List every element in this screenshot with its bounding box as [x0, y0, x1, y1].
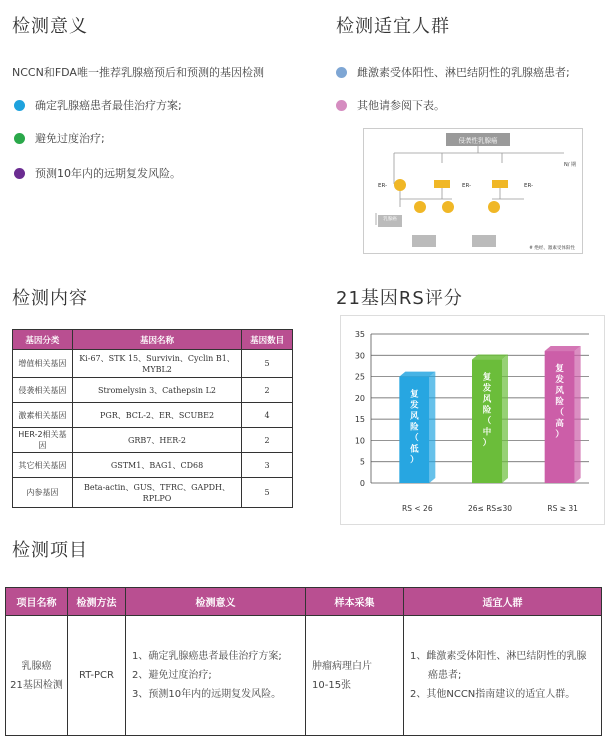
project-sample: 肿瘤病理白片 10-15张 — [306, 616, 404, 736]
table-row — [13, 478, 293, 508]
gene-category: 侵袭相关基因 — [13, 378, 73, 403]
bar-label-char: 险 — [482, 405, 492, 416]
gene-count: 4 — [242, 403, 293, 428]
gene-names: GRB7、HER-2 — [72, 428, 241, 453]
y-tick-label: 20 — [354, 393, 365, 403]
blue-dot-icon — [14, 100, 25, 111]
y-tick-label: 35 — [354, 330, 365, 339]
bar-label-char: ） — [482, 438, 492, 449]
significance-bullet — [14, 97, 182, 113]
bar-label-char: ） — [410, 455, 419, 466]
project-meaning: 1、确定乳腺癌患者最佳治疗方案; 2、避免过度治疗; 3、预测10年内的远期复发风险。 — [126, 616, 306, 736]
bar-label-char: 复 — [482, 372, 492, 383]
table-row — [13, 350, 293, 378]
gene-table — [12, 329, 293, 508]
bullet-text: 雌激素受体阳性、淋巴结阴性的乳腺癌患者; — [357, 66, 570, 79]
flow-top-label: 侵袭性乳腺癌 — [458, 136, 498, 145]
flow-node — [434, 180, 450, 188]
flow-er-label: ER- — [524, 183, 534, 189]
gene-category: 内参基因 — [13, 478, 73, 508]
y-tick-label: 10 — [354, 436, 365, 446]
table-row — [13, 428, 293, 453]
gene-names: Beta-actin、GUS、TFRC、GAPDH、RPLPO — [72, 478, 241, 508]
table-header: 基因数目 — [242, 330, 293, 350]
bar-top — [472, 355, 508, 360]
table-header: 适宜人群 — [404, 588, 602, 616]
flow-right-label: N/ 期 — [563, 162, 577, 168]
significance-description: NCCN和FDA唯一推荐乳腺癌预后和预测的基因检测 — [12, 66, 264, 79]
table-header: 样本采集 — [306, 588, 404, 616]
table-row — [6, 616, 602, 736]
x-tick-label: RS ≥ 31 — [547, 504, 578, 513]
bar-label-char: （ — [482, 416, 492, 427]
treatment-flowchart — [363, 128, 583, 254]
table-header: 基因名称 — [72, 330, 241, 350]
significance-bullet — [14, 130, 105, 146]
y-tick-label: 25 — [354, 372, 365, 382]
rs-bar-chart — [340, 315, 605, 525]
table-header-row — [13, 330, 293, 350]
bar-top — [399, 372, 435, 377]
flow-bottom-box — [412, 235, 436, 247]
bar-label-char: 发 — [555, 375, 564, 386]
bar-label-char: 风 — [555, 386, 564, 397]
pink-dot-icon — [336, 100, 347, 111]
y-tick-label: 15 — [354, 415, 365, 425]
bar-label-char: 复 — [410, 389, 419, 400]
gene-count: 5 — [242, 478, 293, 508]
bar-label-char: 低 — [410, 444, 419, 455]
gene-category: 增值相关基因 — [13, 350, 73, 378]
flow-node — [442, 201, 454, 213]
table-header: 项目名称 — [6, 588, 68, 616]
table-row — [13, 378, 293, 403]
bar-label-char: ） — [555, 430, 564, 441]
light-blue-dot-icon — [336, 67, 347, 78]
bar-top — [545, 346, 581, 351]
bar-label-char: 险 — [555, 397, 564, 408]
gene-category: HER-2相关基因 — [13, 428, 73, 453]
flow-node — [488, 201, 500, 213]
flow-er-label: ER- — [378, 183, 388, 189]
bullet-text: 其他请参阅下表。 — [357, 99, 445, 112]
bar-side — [575, 346, 581, 483]
suitable-title: 检测适宜人群 — [336, 16, 450, 37]
significance-title: 检测意义 — [12, 16, 88, 37]
bar-label-char: （ — [555, 408, 564, 419]
bullet-text: 避免过度治疗; — [35, 132, 105, 145]
x-tick-label: 26≤ RS≤30 — [467, 504, 513, 513]
green-dot-icon — [14, 133, 25, 144]
project-people: 1、雌激素受体阳性、淋巴结阴性的乳腺 癌患者; 2、其他NCCN指南建议的适宜人群。 — [404, 616, 602, 736]
gene-count: 2 — [242, 428, 293, 453]
project-title: 检测项目 — [12, 540, 88, 561]
table-row — [13, 403, 293, 428]
gene-names: Ki-67、STK 15、Survivin、Cyclin B1、MYBL2 — [72, 350, 241, 378]
table-header: 检测方法 — [68, 588, 126, 616]
gene-category: 其它相关基因 — [13, 453, 73, 478]
bar-label-char: 风 — [410, 411, 419, 422]
significance-bullet — [14, 165, 181, 181]
gene-count: 5 — [242, 350, 293, 378]
gene-count: 2 — [242, 378, 293, 403]
table-header: 检测意义 — [126, 588, 306, 616]
bar-label-char: 复 — [555, 364, 564, 375]
bar-label-char: 高 — [555, 419, 564, 430]
project-name: 乳腺癌 21基因检测 — [6, 616, 68, 736]
bar-label-char: 风 — [482, 394, 492, 405]
flow-er-label: ER- — [462, 183, 472, 189]
flow-bottom-left-label: 乳腺癌 — [383, 217, 397, 222]
suitable-bullet — [336, 64, 570, 80]
table-header: 基因分类 — [13, 330, 73, 350]
bar-side — [502, 355, 508, 483]
y-tick-label: 30 — [354, 351, 365, 361]
bar-label-char: （ — [410, 433, 419, 444]
flow-bottom-box — [472, 235, 496, 247]
bar-label-char: 险 — [410, 422, 419, 433]
gene-category: 激素相关基因 — [13, 403, 73, 428]
project-method: RT-PCR — [68, 616, 126, 736]
bullet-text: 确定乳腺癌患者最佳治疗方案; — [35, 99, 182, 112]
project-table — [5, 587, 602, 736]
y-tick-label: 0 — [359, 479, 365, 488]
gene-count: 3 — [242, 453, 293, 478]
table-header-row — [6, 588, 602, 616]
gene-names: GSTM1、BAG1、CD68 — [72, 453, 241, 478]
purple-dot-icon — [14, 168, 25, 179]
gene-names: Stromelysin 3、Cathepsin L2 — [72, 378, 241, 403]
flow-node — [394, 179, 406, 191]
bar-label-char: 发 — [482, 383, 492, 394]
flow-footnote: # 绝经、激素受体阳性 — [529, 246, 575, 251]
gene-names: PGR、BCL-2、ER、SCUBE2 — [72, 403, 241, 428]
flow-node — [414, 201, 426, 213]
suitable-bullet — [336, 97, 445, 113]
bar-label-char: 发 — [410, 400, 419, 411]
flowchart-graphic — [364, 129, 584, 255]
rs-chart-svg — [341, 316, 604, 524]
table-row — [13, 453, 293, 478]
bar-side — [429, 372, 435, 483]
content-title: 检测内容 — [12, 288, 88, 309]
rs-title: 21基因RS评分 — [336, 288, 463, 309]
bullet-text: 预测10年内的远期复发风险。 — [35, 167, 181, 180]
bar-label-char: 中 — [482, 427, 492, 438]
y-tick-label: 5 — [359, 457, 365, 467]
x-tick-label: RS < 26 — [402, 504, 433, 513]
flow-node — [492, 180, 508, 188]
